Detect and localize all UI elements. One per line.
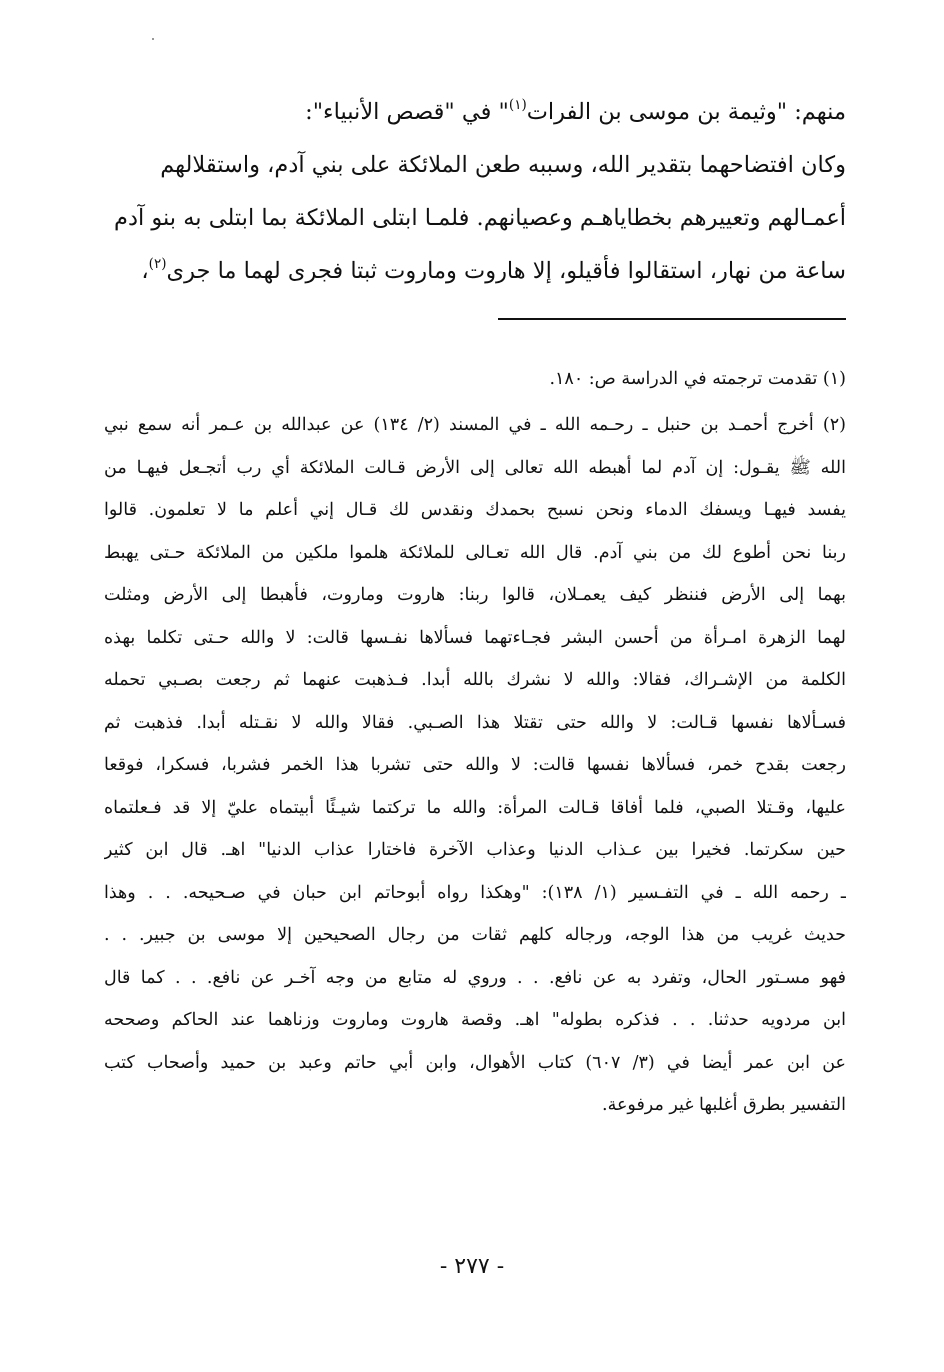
scan-speck [152,38,154,40]
footnote-line: الكلمة من الإشـراك، فقالا: والله لا نشرك بالله أبدا. فـذهبت عنهما ثم رجعت بصـبي تحمله [104,670,846,690]
footnote-line: ربنا نحن أطوع لك من بني آدم. قال الله تعـالى للملائكة هلموا ملكين من الملائكة حـتى يهبط [104,542,846,563]
page-number: - ٢٧٧ - [439,1254,505,1279]
text-run: ، [141,258,149,284]
footnote-line: فسـألاها نفسها قـالت: لا والله حتى تقتلا هذا الصـبي. فقالا والله لا نقـتله أبدا. فذهبت ثم [104,712,846,733]
footnote-line: رجعت بقدح خمر، فسألاها نفسها قالت: لا والله حتى تشربا هذا الخمر فشربا، فسكرا، فوقعا [104,755,846,775]
text-run: وكان افتضاحهما بتقدير الله، وسببه طعن الملائكة على بني آدم، واستقلالهم [160,152,846,178]
footnote-line: عن ابن عمر أيضا في (٣/ ٦٠٧) كتاب الأهوال، وابن أبي حاتم وعبد بن حميد وأصحاب كتب [104,1052,846,1073]
footnotes [104,358,846,1127]
footnote-line: حديث غريب من هذا الوجه، ورجاله كلهم ثقات من رجال الصحيحين إلا موسى بن جبير. . . [104,925,846,945]
footnote-line: الله ﷺ يقـول: إن آدم لما أهبطه الله تعالى إلى الأرض قـالت الملائكة أي رب أتجـعل فيهـا من [104,457,846,478]
text-run: ساعة من نهار، استقالوا فأقيلو، إلا هاروت وماروت ثبتا فجرى لهما ما جرى [166,258,846,284]
footnote-line: حين سكرتما. فخيرا بين عـذاب الدنيا وعذاب الآخرة فاختارا عذاب الدنيا" اهـ. قال ابن كثير [104,840,846,860]
text-run: " في "قصص الأنبياء": [305,99,509,125]
footnote-line: بهما إلى الأرض فننظر كيف يعمـلان، قالوا ربنا: هاروت وماروت، فأهبطا إلى الأرض ومثلت [104,585,846,605]
main-line [104,245,846,298]
footnote-1 [104,358,846,404]
main-line [104,139,846,192]
footnote-line: لهما الزهرة امـرأة من أحسن البشر فجـاءتهما فسألاها نفـسها قالت: لا والله حـتى تكلما بهذه [104,627,846,648]
text-run: أعمـالهم وتعييرهم بخطاياهـم وعصيانهم. فلمـا ابتلى الملائكة بما ابتلى به بنو آدم [114,205,846,231]
footnote-line: (١) تقدمت ترجمته في الدراسة ص: ١٨٠. [549,369,846,389]
footnote-line: ـ رحمه الله ـ في التفـسير (١/ ١٣٨): "وهكذا رواه أبوحاتم ابن حبان في صـحيحه. . . وهذا [104,882,846,903]
footnote-ref[interactable]: (١) [508,96,527,113]
footnote-separator [498,318,846,320]
main-line [104,192,846,245]
footnote-line: يفسد فيهـا ويسفك الدماء ونحن نسبح بحمدك ونقدس لك قـال إني أعلم ما لا تعلمون. قالوا [104,500,846,520]
main-line [104,86,846,139]
footnote-line: ابن مردويه حدثنا. . . فذكره بطوله" اهـ. وقصة هاروت وماروت وزناهما عند الحاكم وصححه [104,1010,846,1030]
text-run: منهم: "وثيمة بن موسى بن الفرات [526,99,846,125]
footnote-line: (٢) أخرج أحمـد بن حنبل ـ رحـمه الله ـ في المسند (٢/ ١٣٤) عن عبدالله بن عـمر أنه سمع نبي [104,415,846,435]
footnote-line: فهو مسـتور الحال، وتفرد به عن نافع. . . وروي له متابع من وجه آخـر عن نافع. . . كما قال [104,967,846,988]
footnote-2 [104,404,846,1127]
footnote-line: التفسير بطرق أغلبها غير مرفوعة. [602,1095,846,1115]
footnote-ref[interactable]: (٢) [148,255,167,272]
footnote-line: عليها، وقـتلا الصبي، فلما أفاقا قـالت المرأة: والله ما تركتما شيـئًا أبيتماه عليّ إلا قد فـعلتماه [104,797,846,818]
main-text [104,86,846,298]
